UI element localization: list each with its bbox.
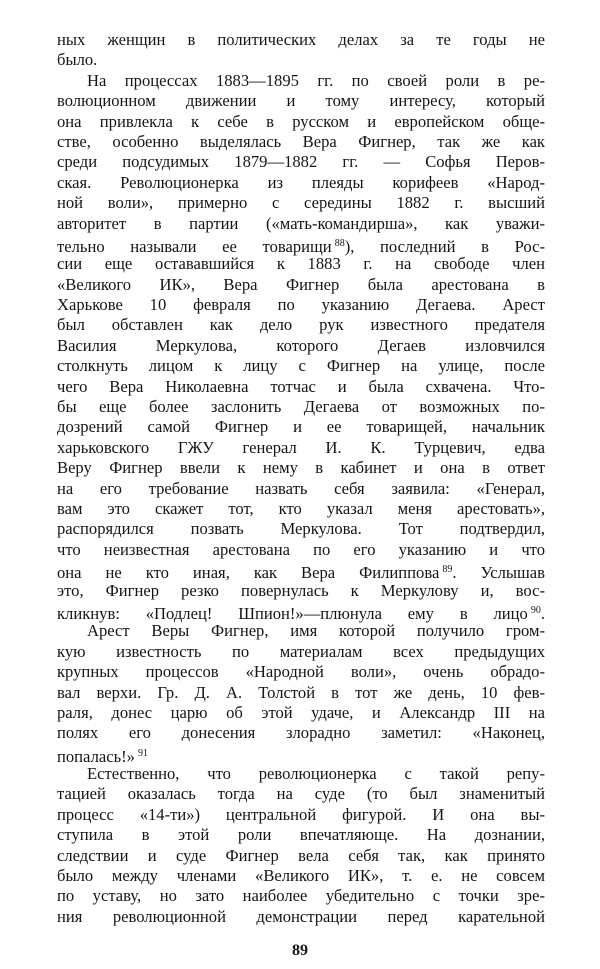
text-line	[57, 805, 545, 825]
line-text: Естественно, что революционерка с такой репу-	[87, 764, 545, 784]
text-line	[57, 193, 545, 213]
line-text: авторитет в партии («мать-командирша», как уважи-	[57, 213, 545, 233]
text-line	[57, 581, 545, 601]
text-line	[57, 438, 545, 458]
text-line	[57, 846, 545, 866]
line-text-continued: ), последний в Рос-	[344, 236, 546, 256]
line-text: харьковского ГЖУ генерал И. К. Турцевич, едва	[57, 437, 545, 457]
footnote-reference: 89	[442, 564, 453, 576]
text-line	[57, 50, 545, 70]
text-line	[57, 377, 545, 397]
line-text: распорядился позвать Меркулова. Тот подтвердил,	[57, 519, 545, 539]
line-text: ская. Революционерка из плеяды корифеев «Народ-	[57, 172, 545, 192]
text-line	[57, 601, 545, 621]
text-line	[57, 866, 545, 886]
text-line	[57, 295, 545, 315]
text-line	[57, 907, 545, 927]
line-text: она не кто иная, как Вера Филиппова	[57, 563, 440, 583]
line-text: ной воли», примерно с середины 1882 г. высший	[57, 193, 545, 213]
text-line	[57, 336, 545, 356]
line-text: было между членами «Великого ИК», т. е. не совсем	[57, 866, 545, 886]
line-text: ния революционной демонстрации перед карательной	[57, 906, 545, 926]
line-text: дозрений самой Фигнер и ее товарищей, начальник	[57, 417, 545, 437]
line-text: Василия Меркулова, которого Дегаев изловчился	[57, 335, 545, 355]
text-line	[57, 152, 545, 172]
line-text: крупных процессов «Народной воли», очень обрадо-	[57, 662, 545, 682]
text-line	[57, 397, 545, 417]
line-text: полях его донесения злорадно заметил: «Наконец,	[57, 723, 545, 743]
line-text: бы еще более заслонить Дегаева от возможных по-	[57, 397, 545, 417]
line-text: процесс «14-ти») центральной фигурой. И она вы-	[57, 804, 545, 824]
line-text: тацией оказалась тогда на суде (то был знаменитый	[57, 784, 545, 804]
page-number: 89	[292, 942, 308, 959]
text-line	[57, 214, 545, 234]
line-text: был обставлен как дело рук известного предателя	[57, 315, 545, 335]
text-line	[57, 417, 545, 437]
line-text: что неизвестная арестована по его указанию и что	[57, 539, 545, 559]
line-text: Веру Фигнер ввели к нему в кабинет и она в ответ	[57, 458, 545, 478]
line-text: это, Фигнер резко повернулась к Меркулову и, вос-	[57, 580, 545, 600]
text-line	[57, 825, 545, 845]
footnote-reference: 90	[530, 604, 541, 616]
line-text: столкнуть лицом к лицу с Фигнер на улице, после	[57, 356, 545, 376]
footnote-reference: 88	[334, 237, 345, 249]
line-text-continued: . Услышав	[452, 563, 546, 583]
line-text: вал верхи. Гр. Д. А. Толстой в тот же день, 10 фев-	[57, 682, 545, 702]
text-line	[57, 112, 545, 132]
text-line	[57, 723, 545, 743]
line-text: среди подсудимых 1879—1882 гг. — Софья Перов-	[57, 152, 545, 172]
line-text: кликнув: «Подлец! Шпион!»—плюнула ему в лицо	[57, 603, 528, 623]
text-line	[57, 275, 545, 295]
text-line	[57, 315, 545, 335]
line-text: ных женщин в политических делах за те годы не	[57, 30, 545, 49]
line-text: Арест Веры Фигнер, имя которой получило гром-	[87, 621, 545, 641]
text-line	[57, 703, 545, 723]
line-text: стве, особенно выделялась Вера Фигнер, так же как	[57, 131, 545, 151]
line-text: чего Вера Николаевна тотчас и была схвачена. Что-	[57, 376, 545, 396]
text-line	[57, 30, 545, 50]
text-line	[57, 764, 545, 784]
line-text: вам это скажет тот, кто указал меня арестовать»,	[57, 498, 545, 518]
text-line	[57, 479, 545, 499]
text-line	[57, 560, 546, 583]
text-line	[57, 540, 545, 560]
text-line	[57, 173, 545, 193]
line-text: «Великого ИК», Вера Фигнер была арестована в	[57, 274, 545, 294]
line-text: ступила в этой роли впечатляюще. На дознании,	[57, 825, 545, 845]
line-text: по уставу, но зато наиболее убедительно с точки зре-	[57, 886, 545, 906]
text-line	[57, 458, 545, 478]
line-text: она привлекла к себе в русском и европейском обще-	[57, 111, 545, 131]
line-text-continued: .	[540, 603, 545, 623]
line-text: сии еще остававшийся к 1883 г. на свободе член	[57, 254, 545, 274]
line-text: на его требование назвать себя заявила: «Генерал,	[57, 478, 545, 498]
text-line	[57, 784, 545, 804]
text-line	[57, 519, 545, 539]
line-text: раля, донес царю об этой удаче, и Александр III на	[57, 702, 545, 722]
text-line	[57, 132, 545, 152]
line-text: кую известность по материалам всех предыдущих	[57, 641, 545, 661]
line-text: было.	[57, 50, 98, 70]
line-text: На процессах 1883—1895 гг. по своей роли в ре-	[87, 70, 545, 90]
text-line	[57, 662, 545, 682]
text-line	[57, 683, 545, 703]
line-text: тельно называли ее товарищи	[57, 236, 332, 256]
line-text: Харькове 10 февраля по указанию Дегаева. Арест	[57, 295, 545, 315]
line-text: попалась!»	[57, 746, 135, 766]
footnote-reference: 91	[137, 747, 148, 759]
text-line	[57, 642, 545, 662]
text-line	[57, 356, 545, 376]
text-line	[57, 91, 545, 111]
text-line	[57, 499, 545, 519]
text-line	[57, 234, 545, 254]
text-line	[57, 254, 545, 274]
line-text: волюционном движении и тому интересу, который	[57, 91, 545, 111]
book-page-text	[57, 30, 545, 927]
line-text: следствии и суде Фигнер вела себя так, как принято	[57, 845, 545, 865]
text-line	[57, 886, 545, 906]
text-line	[57, 621, 545, 641]
text-line	[57, 744, 545, 764]
text-line	[57, 71, 545, 91]
